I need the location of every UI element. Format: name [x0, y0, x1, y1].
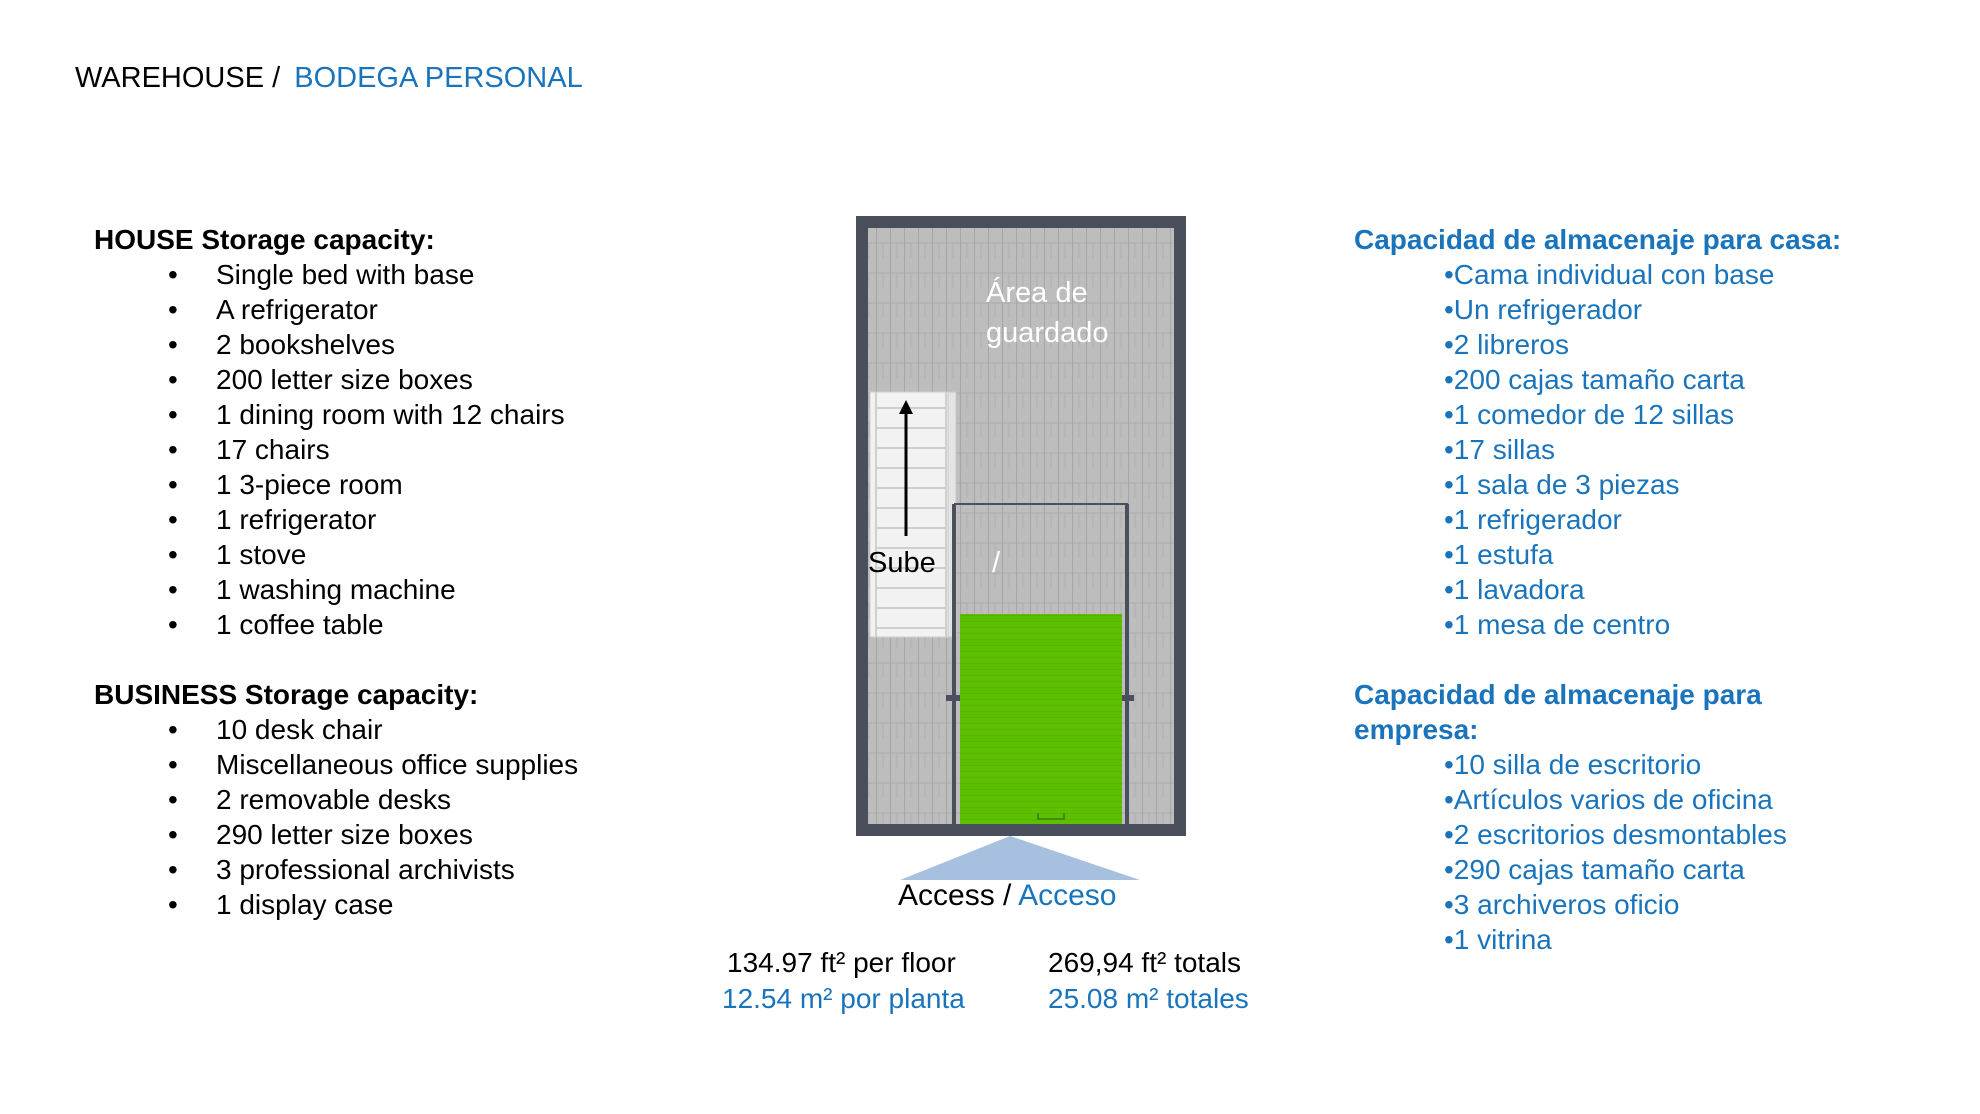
list-item: •Un refrigerador [1444, 294, 1643, 325]
list-item: • 1 display case [168, 889, 394, 920]
stairs-label: Sube [868, 547, 936, 579]
empresa-heading-line1: Capacidad de almacenaje para [1354, 679, 1762, 710]
spanish-capacity-column [1354, 222, 1841, 957]
total-stats [1048, 945, 1249, 1017]
list-item: • 1 washing machine [168, 574, 456, 605]
list-item: • 1 stove [168, 539, 307, 570]
house-heading: HOUSE Storage capacity: [94, 224, 435, 255]
house-list [94, 257, 578, 642]
list-item: • 10 desk chair [168, 714, 383, 745]
empresa-heading-line2: empresa: [1354, 714, 1479, 745]
storage-area-label-line1: Área de [986, 277, 1088, 309]
access-english: Access / [898, 879, 1012, 912]
page-title [75, 62, 583, 95]
list-item: • 290 letter size boxes [168, 819, 473, 850]
list-item: •Cama individual con base [1444, 259, 1775, 290]
list-item: •17 sillas [1444, 434, 1555, 465]
list-item: • Miscellaneous office supplies [168, 749, 579, 780]
list-item: • A refrigerator [168, 294, 378, 325]
list-item: •10 silla de escritorio [1444, 749, 1702, 780]
list-item: • 1 refrigerator [168, 504, 377, 535]
casa-list [1354, 257, 1841, 642]
total-ft: 269,94 ft² totals [1048, 947, 1242, 978]
per-floor-ft: 134.97 ft² per floor [727, 947, 956, 978]
staircase [870, 392, 956, 637]
list-item: •Artículos varios de oficina [1444, 784, 1773, 815]
business-heading: BUSINESS Storage capacity: [94, 679, 479, 710]
list-item: •1 lavadora [1444, 574, 1585, 605]
list-item: •3 archiveros oficio [1444, 889, 1680, 920]
per-floor-stats [722, 945, 965, 1017]
access-spanish: Acceso [1018, 879, 1117, 912]
list-item: •1 mesa de centro [1444, 609, 1671, 640]
list-item: • 17 chairs [168, 434, 330, 465]
storage-area-label-line2: guardado [986, 317, 1109, 349]
total-m: 25.08 m² totales [1048, 983, 1249, 1014]
list-item: •1 refrigerador [1444, 504, 1622, 535]
list-item: •1 comedor de 12 sillas [1444, 399, 1734, 430]
warehouse-floor-plan [850, 214, 1190, 884]
access-arrow [900, 836, 1140, 880]
list-item: • 2 bookshelves [168, 329, 396, 360]
list-item: • Single bed with base [168, 259, 475, 290]
list-item: •2 escritorios desmontables [1444, 819, 1787, 850]
list-item: •1 sala de 3 piezas [1444, 469, 1680, 500]
list-item: •1 vitrina [1444, 924, 1552, 955]
title-english: WAREHOUSE / [75, 62, 281, 94]
list-item: •290 cajas tamaño carta [1444, 854, 1745, 885]
title-spanish: BODEGA PERSONAL [294, 62, 583, 94]
empresa-list [1354, 747, 1841, 957]
slash-mark: / [992, 547, 1001, 579]
list-item: • 200 letter size boxes [168, 364, 473, 395]
list-item: • 1 3-piece room [168, 469, 403, 500]
casa-heading: Capacidad de almacenaje para casa: [1354, 224, 1842, 255]
list-item: • 1 coffee table [168, 609, 384, 640]
list-item: •200 cajas tamaño carta [1444, 364, 1745, 395]
business-list [94, 712, 578, 922]
list-item: •2 libreros [1444, 329, 1569, 360]
access-label [898, 879, 1116, 913]
list-item: • 1 dining room with 12 chairs [168, 399, 565, 430]
english-capacity-column [94, 222, 578, 922]
list-item: • 3 professional archivists [168, 854, 515, 885]
list-item: • 2 removable desks [168, 784, 452, 815]
roll-up-door [960, 614, 1122, 824]
list-item: •1 estufa [1444, 539, 1554, 570]
per-floor-m: 12.54 m² por planta [722, 983, 965, 1014]
